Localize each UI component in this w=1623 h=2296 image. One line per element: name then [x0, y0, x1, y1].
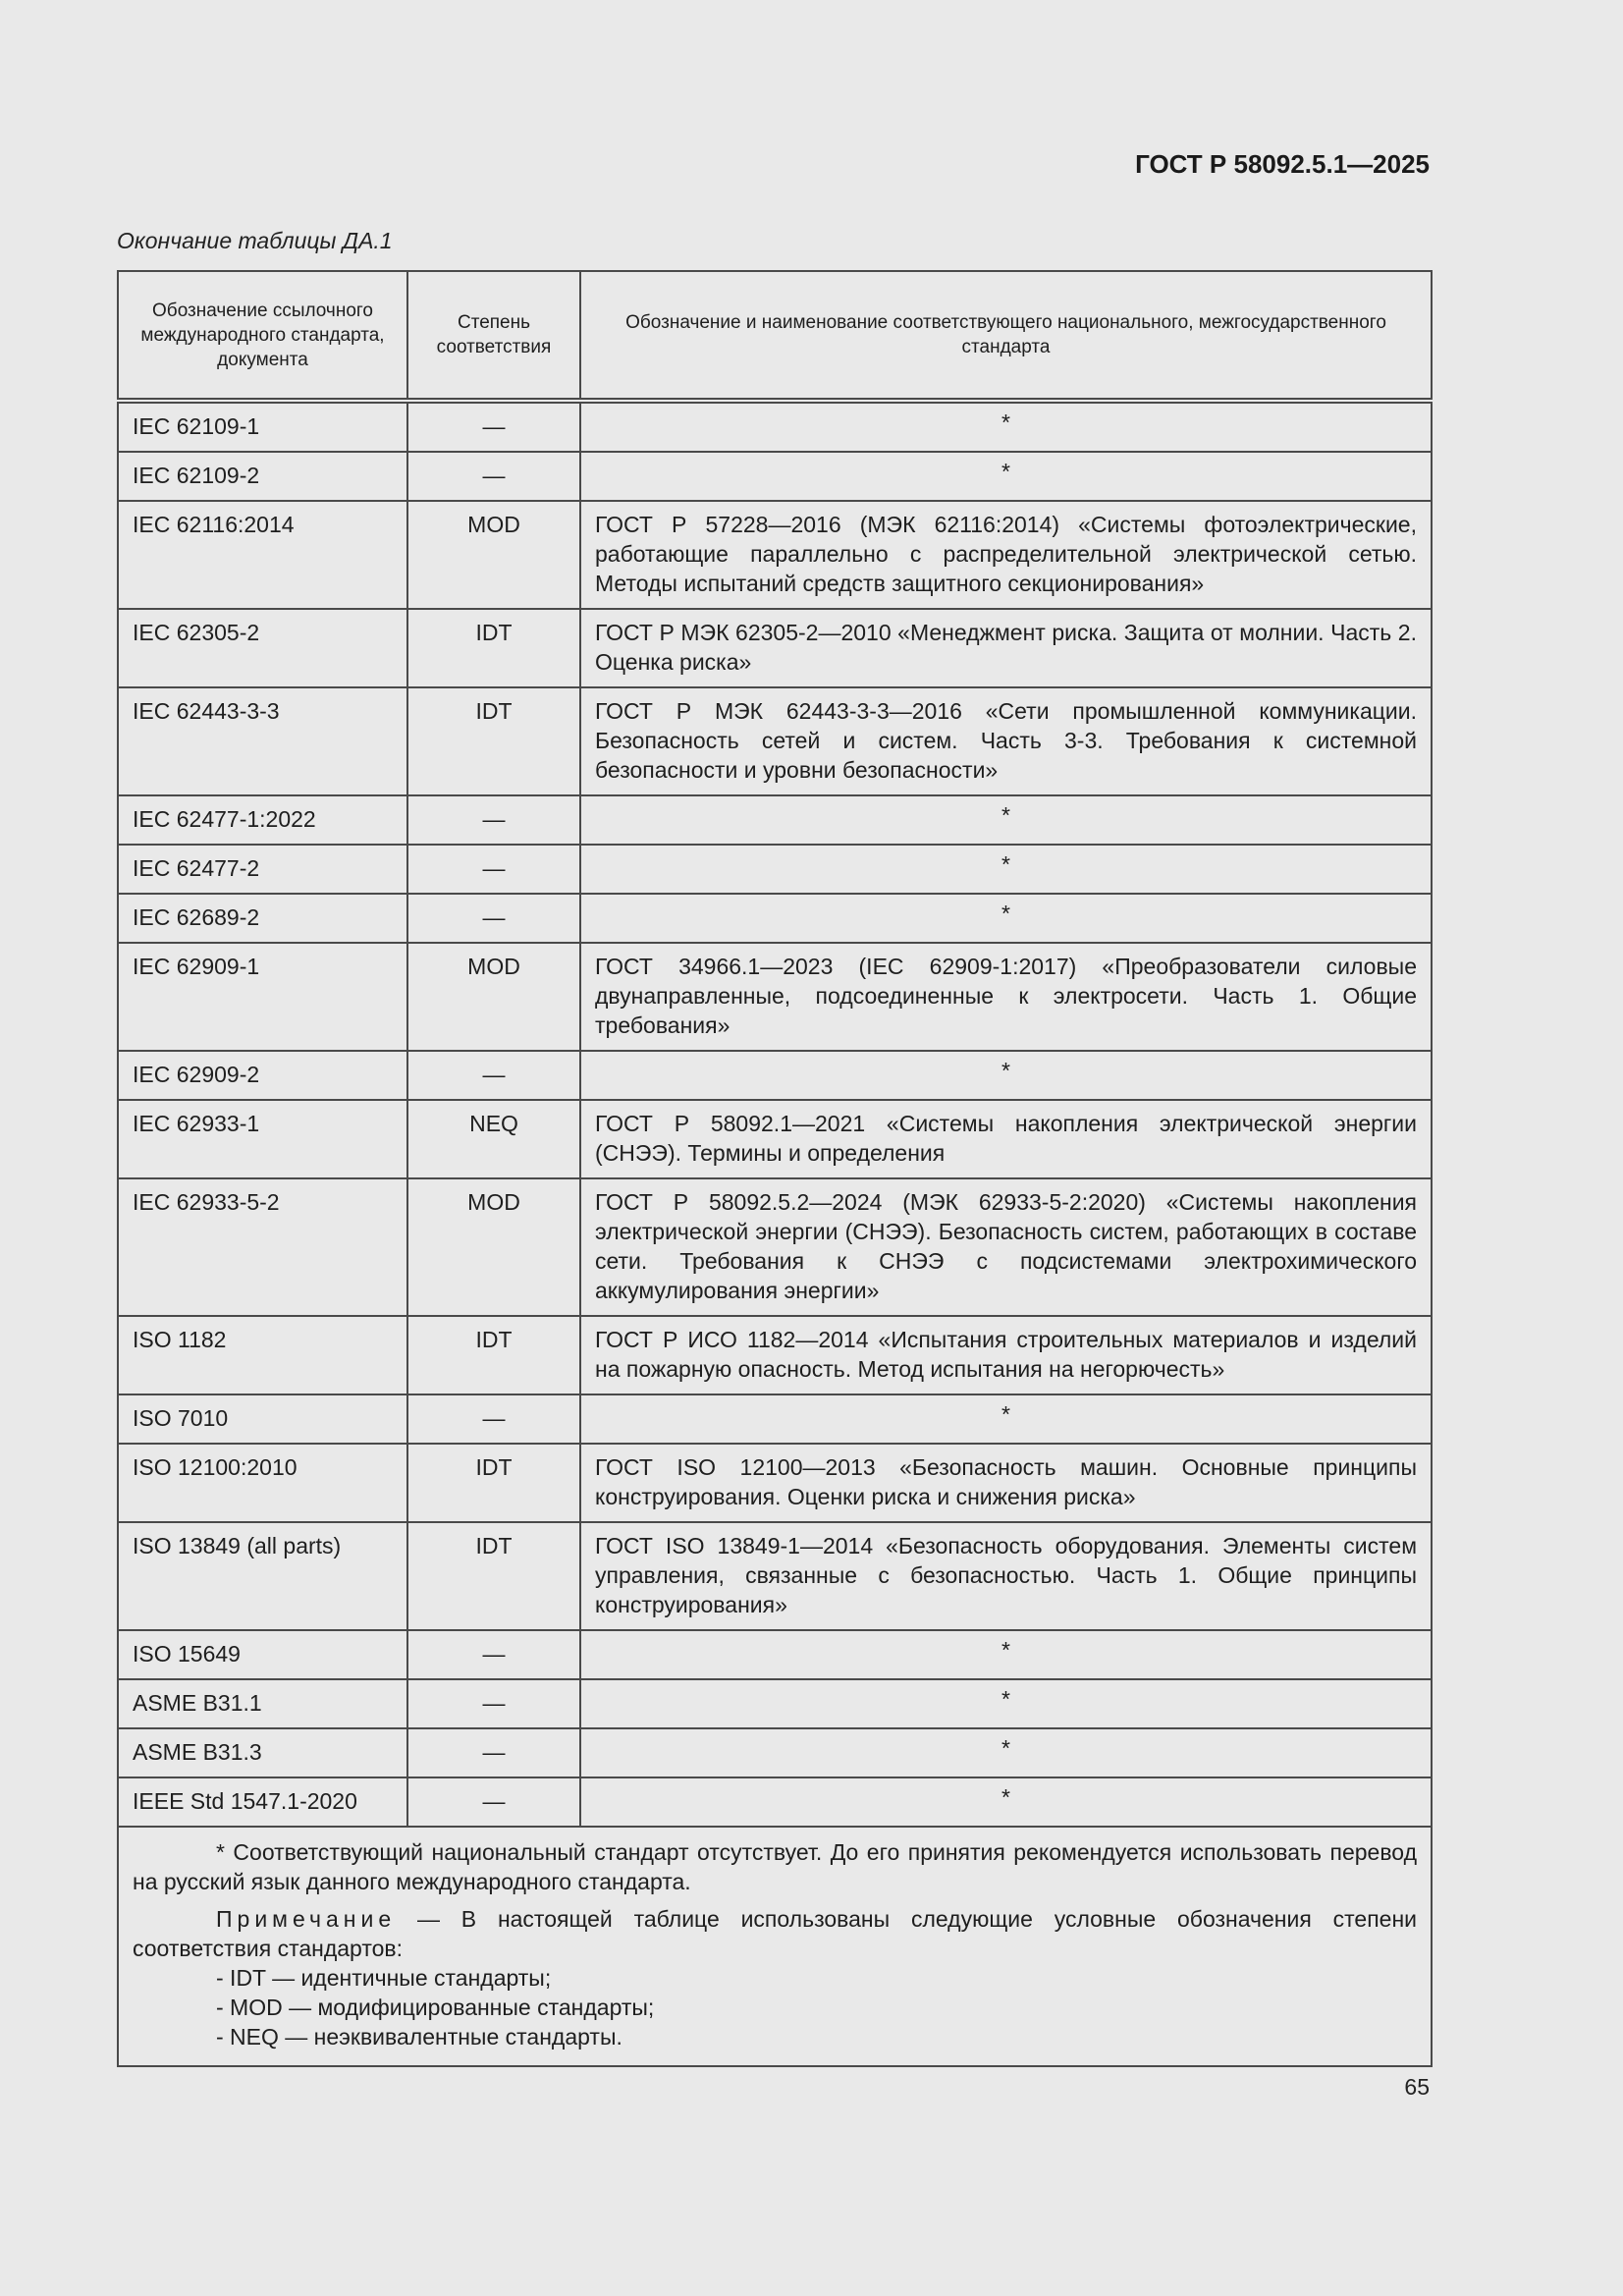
- footnote-cell: [118, 1827, 1432, 2066]
- cell-national-standard: ГОСТ Р ИСО 1182—2014 «Испытания строительных материалов и изделий на пожарную опасность. Метод испытания на негорючесть»: [580, 1316, 1432, 1394]
- cell-reference-standard: ISO 1182: [118, 1316, 407, 1394]
- note-item: - MOD — модифицированные стандарты;: [216, 1995, 655, 2020]
- cell-reference-standard: IEC 62109-2: [118, 452, 407, 501]
- table-row: [118, 1630, 1432, 1679]
- table-caption: Окончание таблицы ДА.1: [117, 228, 393, 253]
- column-header-national: Обозначение и наименование соответствующего национального, межгосударственного стандарта: [580, 271, 1432, 401]
- cell-national-standard: ГОСТ ISO 12100—2013 «Безопасность машин. Основные принципы конструирования. Оценки риска и снижения риска»: [580, 1444, 1432, 1522]
- cell-compliance-degree: —: [407, 894, 580, 943]
- cell-compliance-degree: IDT: [407, 1444, 580, 1522]
- table-row: [118, 501, 1432, 609]
- table-row: [118, 795, 1432, 845]
- table-row: [118, 1178, 1432, 1316]
- cell-national-standard: *: [580, 1051, 1432, 1100]
- cell-compliance-degree: —: [407, 401, 580, 452]
- cell-national-standard: *: [580, 401, 1432, 452]
- cell-national-standard: ГОСТ Р МЭК 62305-2—2010 «Менеджмент риска. Защита от молнии. Часть 2. Оценка риска»: [580, 609, 1432, 687]
- document-code: ГОСТ Р 58092.5.1—2025: [1135, 149, 1430, 179]
- cell-national-standard: ГОСТ Р МЭК 62443-3-3—2016 «Сети промышленной коммуникации. Безопасность сетей и систем. Часть 3-3. Требования к системной безопасности и уровни безопасности»: [580, 687, 1432, 795]
- cell-national-standard: ГОСТ 34966.1—2023 (IEC 62909-1:2017) «Преобразователи силовые двунаправленные, подсоединенные к электросети. Часть 1. Общие требования»: [580, 943, 1432, 1051]
- note-text: — В настоящей таблице использованы следующие условные обозначения степени соответствия стандартов:: [133, 1906, 1417, 1961]
- cell-national-standard: *: [580, 1728, 1432, 1777]
- table-row: [118, 1728, 1432, 1777]
- table-row: [118, 894, 1432, 943]
- standards-table: [117, 270, 1433, 2067]
- table-row: [118, 687, 1432, 795]
- cell-reference-standard: IEC 62305-2: [118, 609, 407, 687]
- cell-reference-standard: ISO 7010: [118, 1394, 407, 1444]
- cell-national-standard: *: [580, 1630, 1432, 1679]
- table-header-row: [118, 271, 1432, 401]
- star-footnote: * Соответствующий национальный стандарт отсутствует. До его принятия рекомендуется использовать перевод на русский язык данного международного стандарта.: [133, 1839, 1417, 1894]
- table-row: [118, 1522, 1432, 1630]
- cell-reference-standard: IEEE Std 1547.1-2020: [118, 1777, 407, 1827]
- cell-national-standard: ГОСТ Р 57228—2016 (МЭК 62116:2014) «Системы фотоэлектрические, работающие параллельно с распределительной электрической сетью. Методы испытаний средств защитного секционирования»: [580, 501, 1432, 609]
- cell-compliance-degree: —: [407, 1728, 580, 1777]
- cell-national-standard: ГОСТ Р 58092.1—2021 «Системы накопления электрической энергии (СНЭЭ). Термины и определения: [580, 1100, 1432, 1178]
- cell-compliance-degree: MOD: [407, 1178, 580, 1316]
- table-row: [118, 943, 1432, 1051]
- note-list: [133, 1963, 1417, 2051]
- footnote-row: [118, 1827, 1432, 2066]
- cell-compliance-degree: IDT: [407, 687, 580, 795]
- cell-reference-standard: IEC 62477-1:2022: [118, 795, 407, 845]
- cell-compliance-degree: IDT: [407, 1522, 580, 1630]
- cell-national-standard: *: [580, 452, 1432, 501]
- cell-compliance-degree: —: [407, 1394, 580, 1444]
- table-body: [118, 401, 1432, 1827]
- cell-compliance-degree: —: [407, 1679, 580, 1728]
- note-item: - IDT — идентичные стандарты;: [216, 1965, 552, 1991]
- cell-compliance-degree: —: [407, 452, 580, 501]
- note-paragraph: [133, 1904, 1417, 1963]
- cell-compliance-degree: NEQ: [407, 1100, 580, 1178]
- cell-compliance-degree: —: [407, 795, 580, 845]
- cell-compliance-degree: —: [407, 1051, 580, 1100]
- cell-compliance-degree: MOD: [407, 501, 580, 609]
- table-row: [118, 1679, 1432, 1728]
- page-number: 65: [1404, 2074, 1430, 2100]
- column-header-degree: Степень соответствия: [407, 271, 580, 401]
- cell-national-standard: *: [580, 1777, 1432, 1827]
- cell-reference-standard: ISO 13849 (all parts): [118, 1522, 407, 1630]
- cell-reference-standard: IEC 62909-2: [118, 1051, 407, 1100]
- table-row: [118, 401, 1432, 452]
- cell-compliance-degree: IDT: [407, 1316, 580, 1394]
- cell-national-standard: ГОСТ ISO 13849-1—2014 «Безопасность оборудования. Элементы систем управления, связанные с безопасностью. Часть 1. Общие принципы конструирования»: [580, 1522, 1432, 1630]
- column-header-ref: Обозначение ссылочного международного стандарта, документа: [118, 271, 407, 401]
- table-row: [118, 1051, 1432, 1100]
- table-row: [118, 1777, 1432, 1827]
- cell-compliance-degree: —: [407, 1630, 580, 1679]
- cell-reference-standard: IEC 62109-1: [118, 401, 407, 452]
- cell-national-standard: *: [580, 1679, 1432, 1728]
- cell-reference-standard: ASME B31.1: [118, 1679, 407, 1728]
- table-row: [118, 1316, 1432, 1394]
- cell-reference-standard: ISO 15649: [118, 1630, 407, 1679]
- cell-national-standard: *: [580, 894, 1432, 943]
- note-label: Примечание: [216, 1906, 397, 1932]
- cell-reference-standard: IEC 62689-2: [118, 894, 407, 943]
- cell-national-standard: ГОСТ Р 58092.5.2—2024 (МЭК 62933-5-2:2020) «Системы накопления электрической энергии (СНЭЭ). Безопасность систем, работающих в составе сети. Требования к СНЭЭ с подсистемами электрохимического аккумулирования энергии»: [580, 1178, 1432, 1316]
- table-row: [118, 452, 1432, 501]
- cell-reference-standard: IEC 62933-5-2: [118, 1178, 407, 1316]
- cell-reference-standard: ISO 12100:2010: [118, 1444, 407, 1522]
- cell-compliance-degree: IDT: [407, 609, 580, 687]
- table-row: [118, 609, 1432, 687]
- cell-national-standard: *: [580, 1394, 1432, 1444]
- cell-reference-standard: IEC 62933-1: [118, 1100, 407, 1178]
- table-row: [118, 1394, 1432, 1444]
- cell-reference-standard: IEC 62116:2014: [118, 501, 407, 609]
- cell-national-standard: *: [580, 845, 1432, 894]
- cell-reference-standard: ASME B31.3: [118, 1728, 407, 1777]
- table-row: [118, 1100, 1432, 1178]
- cell-compliance-degree: MOD: [407, 943, 580, 1051]
- table-row: [118, 1444, 1432, 1522]
- cell-national-standard: *: [580, 795, 1432, 845]
- cell-reference-standard: IEC 62477-2: [118, 845, 407, 894]
- cell-reference-standard: IEC 62909-1: [118, 943, 407, 1051]
- cell-compliance-degree: —: [407, 845, 580, 894]
- note-item: - NEQ — неэквивалентные стандарты.: [216, 2024, 622, 2050]
- table-row: [118, 845, 1432, 894]
- cell-compliance-degree: —: [407, 1777, 580, 1827]
- cell-reference-standard: IEC 62443-3-3: [118, 687, 407, 795]
